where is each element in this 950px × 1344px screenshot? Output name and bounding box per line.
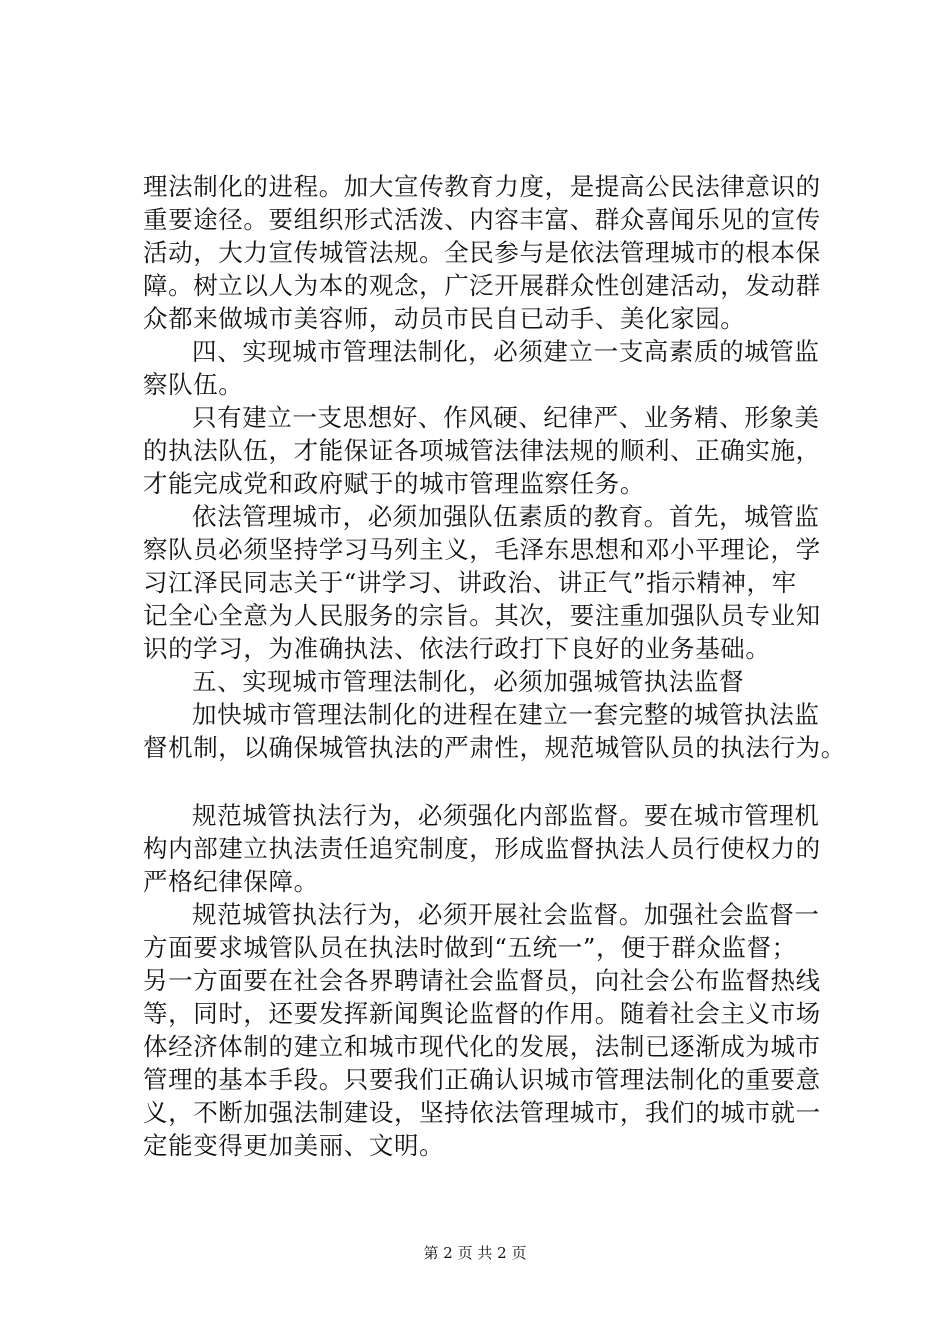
text-line: 另一方面要在社会各界聘请社会监督员，向社会公布监督热线 — [143, 966, 821, 995]
text-line: 记全心全意为人民服务的宗旨。其次，要注重加强队员专业知 — [143, 601, 821, 630]
paragraph-team-education — [143, 500, 833, 665]
paragraph-internal-supervision — [143, 799, 833, 898]
text-line: 体经济体制的建立和城市现代化的发展，法制已逐渐成为城市 — [143, 1032, 821, 1061]
paragraph-spacer — [143, 764, 833, 799]
text-line: 规范城管执法行为，必须开展社会监督。加强社会监督一 — [192, 900, 820, 929]
text-line: 活动，大力宣传城管法规。全民参与是依法管理城市的根本保 — [143, 238, 821, 267]
text-line: 构内部建立执法责任追究制度，形成监督执法人员行使权力的 — [143, 834, 821, 863]
paragraph-continuation — [143, 170, 833, 335]
text-line: 依法管理城市，必须加强队伍素质的教育。首先，城管监 — [192, 502, 820, 531]
text-line: 察队伍。 — [143, 370, 244, 399]
text-line: 督机制，以确保城管执法的严肃性，规范城管队员的执法行为。 — [143, 733, 846, 762]
text-line: 理法制化的进程。加大宣传教育力度，是提高公民法律意识的 — [143, 172, 821, 201]
section-heading-five — [143, 665, 833, 698]
text-line: 管理的基本手段。只要我们正确认识城市管理法制化的重要意 — [143, 1065, 821, 1094]
text-line: 定能变得更加美丽、文明。 — [143, 1131, 445, 1160]
text-line: 等，同时，还要发挥新闻舆论监督的作用。随着社会主义市场 — [143, 999, 821, 1028]
text-line: 障。树立以人为本的观念，广泛开展群众性创建活动，发动群 — [143, 271, 821, 300]
text-line: 识的学习，为准确执法、依法行政打下良好的业务基础。 — [143, 634, 771, 663]
text-line: 众都来做城市美容师，动员市民自已动手、美化家园。 — [143, 304, 746, 333]
paragraph-supervision-mechanism — [143, 698, 846, 764]
text-line: 的执法队伍，才能保证各项城管法律法规的顺利、正确实施， — [143, 436, 821, 465]
text-line: 严格纪律保障。 — [143, 867, 319, 896]
paragraph-team-building — [143, 401, 833, 500]
text-line: 方面要求城管队员在执法时做到“五统一”，便于群众监督； — [143, 933, 797, 962]
paragraph-social-supervision — [143, 898, 833, 1162]
text-line: 才能完成党和政府赋于的城市管理监察任务。 — [143, 469, 645, 498]
document-body — [143, 170, 846, 1162]
text-line: 只有建立一支思想好、作风硬、纪律严、业务精、形象美 — [192, 403, 820, 432]
text-line: 习江泽民同志关于“讲学习、讲政治、讲正气”指示精神，牢 — [143, 568, 797, 597]
text-line: 五、实现城市管理法制化，必须加强城管执法监督 — [192, 667, 745, 696]
text-line: 察队员必须坚持学习马列主义，毛泽东思想和邓小平理论，学 — [143, 535, 821, 564]
text-line: 义，不断加强法制建设，坚持依法管理城市，我们的城市就一 — [143, 1098, 821, 1127]
text-line: 加快城市管理法制化的进程在建立一套完整的城管执法监 — [192, 700, 820, 729]
text-line: 重要途径。要组织形式活泼、内容丰富、群众喜闻乐见的宣传 — [143, 205, 821, 234]
text-line: 四、实现城市管理法制化，必须建立一支高素质的城管监 — [192, 337, 820, 366]
text-line: 规范城管执法行为，必须强化内部监督。要在城市管理机 — [192, 801, 820, 830]
section-heading-four — [143, 335, 833, 401]
page-number-footer: 第 2 页 共 2 页 — [423, 1244, 527, 1262]
